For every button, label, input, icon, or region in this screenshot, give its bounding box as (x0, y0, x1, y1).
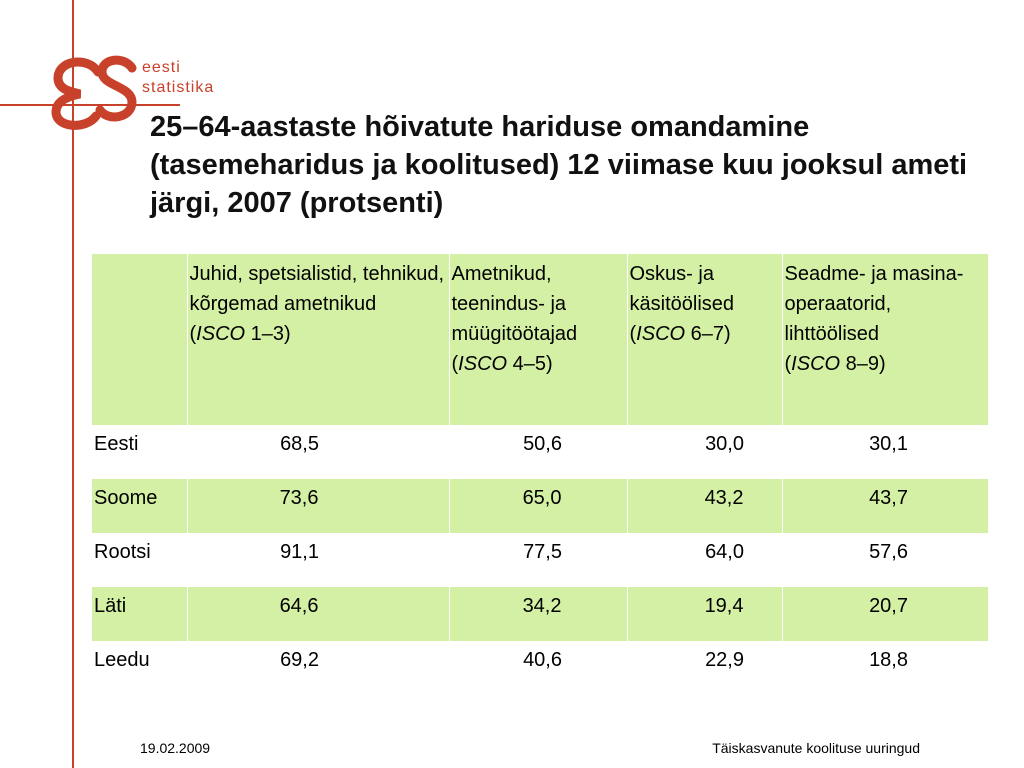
country-cell: Soome (92, 479, 187, 533)
value-cell: 64,0 (705, 541, 744, 563)
table-row (92, 425, 988, 479)
table-row (92, 533, 988, 587)
column-header: Seadme- ja masina-operaatorid, lihttöölised (ISCO 8–9) (782, 254, 988, 425)
footer-date: 19.02.2009 (140, 740, 211, 756)
table-row (92, 641, 988, 695)
isco-label: ISCO (791, 353, 841, 375)
value-cell: 30,0 (705, 433, 744, 455)
value-cell: 77,5 (523, 541, 562, 563)
isco-label: ISCO (196, 323, 246, 345)
value-cell: 18,8 (869, 649, 908, 671)
country-cell: Rootsi (94, 541, 151, 563)
value-cell: 91,1 (280, 541, 319, 563)
table-row (92, 479, 988, 533)
table-header-row (92, 254, 988, 425)
footer-source: Täiskasvanute koolituse uuringud (712, 740, 920, 756)
value-cell: 22,9 (705, 649, 744, 671)
value-cell: 68,5 (280, 433, 319, 455)
logo-line-2: statistika (142, 79, 215, 96)
value-cell: 40,6 (523, 649, 562, 671)
column-header: Juhid, spetsialistid, tehnikud, kõrgemad ametnikud (ISCO 1–3) (187, 254, 449, 425)
value-cell: 43,2 (627, 479, 782, 533)
country-cell: Läti (92, 587, 187, 641)
value-cell: 64,6 (187, 587, 449, 641)
value-cell: 50,6 (523, 433, 562, 455)
column-header: Ametnikud, teenindus- ja müügitöötajad (ISCO 4–5) (449, 254, 627, 425)
table-body (92, 425, 988, 695)
page-title: 25–64-aastaste hõivatute hariduse omandamine (tasemeharidus ja koolitused) 12 viimase kuu jooksul ameti järgi, 2007 (protsenti) (150, 111, 968, 219)
value-cell: 30,1 (869, 433, 908, 455)
value-cell: 20,7 (782, 587, 988, 641)
isco-label: ISCO (458, 353, 508, 375)
education-table (92, 254, 988, 695)
header-empty-cell (92, 254, 187, 425)
value-cell: 19,4 (627, 587, 782, 641)
column-header-text: Juhid, spetsialistid, tehnikud, kõrgemad ametnikud (189, 263, 445, 315)
isco-range: 8–9 (845, 353, 880, 375)
value-cell: 57,6 (869, 541, 908, 563)
value-cell: 34,2 (449, 587, 627, 641)
column-header: Oskus- ja käsitöölised (ISCO 6–7) (627, 254, 782, 425)
logo-line-1: eesti (142, 59, 181, 76)
value-cell: 65,0 (449, 479, 627, 533)
isco-range: 1–3 (250, 323, 285, 345)
column-header-text: Seadme- ja masina-operaatorid, lihttöölised (784, 263, 964, 345)
column-header-text: Ametnikud, teenindus- ja müügitöötajad (451, 263, 578, 345)
isco-label: ISCO (636, 323, 686, 345)
column-header-text: Oskus- ja käsitöölised (629, 263, 735, 315)
value-cell: 69,2 (280, 649, 319, 671)
table-row (92, 587, 988, 641)
value-cell: 43,7 (782, 479, 988, 533)
isco-range: 6–7 (690, 323, 725, 345)
value-cell: 73,6 (187, 479, 449, 533)
country-cell: Eesti (94, 433, 139, 455)
isco-range: 4–5 (512, 353, 547, 375)
country-cell: Leedu (94, 649, 150, 671)
